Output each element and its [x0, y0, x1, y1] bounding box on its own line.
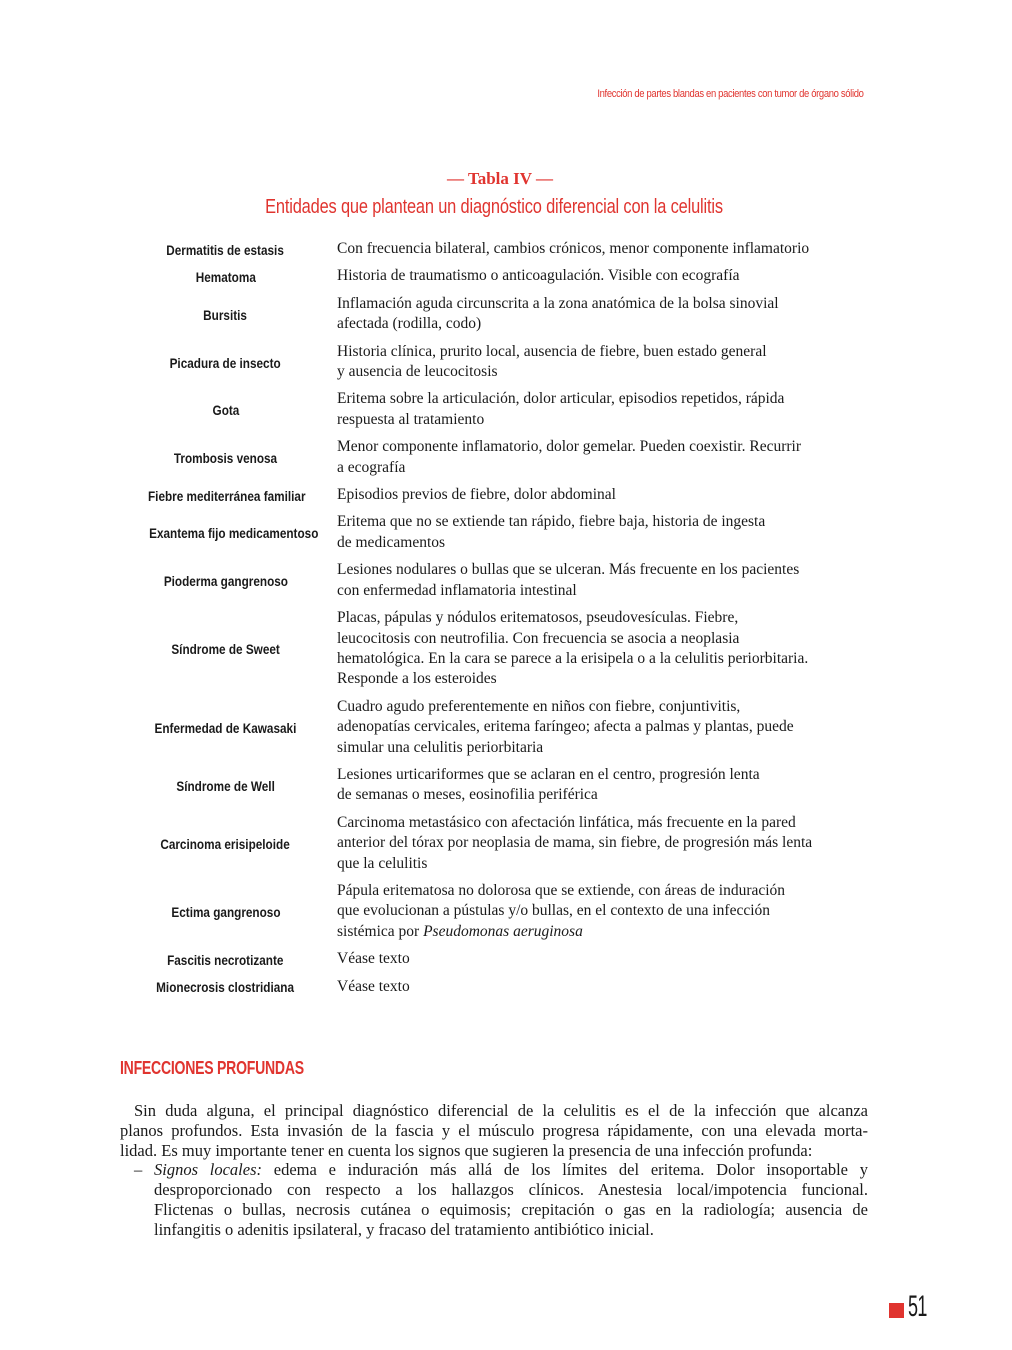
- table-row: [133, 291, 873, 339]
- entity-name: [133, 720, 318, 736]
- description-line: respuesta al tratamiento: [337, 410, 485, 428]
- bullet-label: Signos locales:: [154, 1160, 262, 1180]
- entity-description: [318, 434, 801, 482]
- bullet-first-line-text: edema e induración más allá de los límites del eritema. Dolor insoportable y: [262, 1160, 868, 1180]
- entity-description: [318, 694, 794, 762]
- description-line: Responde a los esteroides: [337, 670, 497, 688]
- description-line: Lesiones nodulares o bullas que se ulceran. Más frecuente en los pacientes: [337, 561, 800, 579]
- bullet-item: [120, 1160, 868, 1239]
- description-line: hematológica. En la cara se parece a la erisipela o a la celulitis periorbitaria.: [337, 649, 809, 667]
- entity-description: [318, 810, 812, 878]
- description-line: Menor componente inflamatorio, dolor gemelar. Pueden coexistir. Recurrir: [337, 438, 802, 456]
- table-row: [133, 946, 873, 973]
- running-header: Infección de partes blandas en pacientes con tumor de órgano sólido: [597, 88, 864, 100]
- description-line: Historia clínica, prurito local, ausencia de fiebre, buen estado general: [337, 342, 767, 360]
- entity-name: [133, 242, 318, 258]
- entity-label: Carcinoma erisipeloide: [160, 835, 291, 852]
- description-line: a ecografía: [337, 458, 406, 476]
- description-line: afectada (rodilla, codo): [337, 315, 482, 333]
- organism-name: Pseudomonas aeruginosa: [423, 922, 583, 940]
- table-row: [133, 386, 873, 434]
- entity-label: Síndrome de Sweet: [171, 641, 280, 658]
- description-line: con enfermedad inflamatoria intestinal: [337, 581, 577, 599]
- entity-label: Trombosis venosa: [173, 450, 278, 467]
- description-line: simular una celulitis periorbitaria: [337, 738, 544, 756]
- bullet-dash: –: [134, 1160, 143, 1180]
- bullet-line: linfangitis o adenitis ipsilateral, y fracaso del tratamiento antibiótico inicial.: [154, 1219, 654, 1239]
- description-line: Véase texto: [337, 977, 410, 995]
- differential-diagnosis-table: [133, 236, 873, 1001]
- paragraph-line: planos profundos. Esta invasión de la fascia y el músculo progresa rápidamente, con una elevada morta-: [120, 1120, 868, 1140]
- entity-name: [133, 355, 318, 371]
- description-line: de semanas o meses, eosinofilia periférica: [337, 786, 598, 804]
- entity-description: [318, 482, 616, 509]
- table-row: [133, 509, 873, 557]
- entity-label: Mionecrosis clostridiana: [156, 979, 295, 996]
- bullet-line: Flictenas o bullas, necrosis cutánea o equimosis; crepitación o gas en la radiología; ausencia de: [154, 1199, 868, 1219]
- entity-description: [318, 762, 760, 810]
- description-line: leucocitosis con neutrofilia. Con frecuencia se asocia a neoplasia: [337, 629, 740, 647]
- entity-name: [133, 269, 318, 285]
- description-line: Historia de traumatismo o anticoagulación. Visible con ecografía: [337, 267, 740, 285]
- entity-label: Fiebre mediterránea familiar: [148, 487, 306, 504]
- table-row: [133, 236, 873, 263]
- entity-label: Ectima gangrenoso: [170, 904, 281, 921]
- entity-description: [318, 557, 799, 605]
- entity-name: [133, 979, 318, 995]
- entity-description: [318, 509, 765, 557]
- entity-name: [133, 450, 318, 466]
- entity-name: [133, 836, 318, 852]
- description-line: adenopatías cervicales, eritema faríngeo; afecta a palmas y plantas, puede: [337, 718, 794, 736]
- table-row: [133, 762, 873, 810]
- entity-name: [133, 573, 318, 589]
- entity-name: [133, 641, 318, 657]
- table-row: [133, 605, 873, 694]
- entity-label: Síndrome de Well: [176, 777, 275, 794]
- entity-description: [318, 605, 808, 694]
- entity-label: Bursitis: [203, 306, 248, 323]
- table-row: [133, 482, 873, 509]
- table-row: [133, 434, 873, 482]
- entity-label: Enfermedad de Kawasaki: [154, 719, 297, 736]
- entity-description: [318, 386, 784, 434]
- entity-description: [318, 263, 740, 290]
- entity-label: Picadura de insecto: [169, 354, 282, 371]
- entity-label: Dermatitis de estasis: [166, 241, 285, 258]
- table-label: — Tabla IV —: [447, 169, 553, 188]
- description-line: que evolucionan a pústulas y/o bullas, en el contexto de una infección: [337, 902, 771, 920]
- table-row: [133, 263, 873, 290]
- entity-description: [318, 974, 410, 1001]
- description-line: Eritema que no se extiende tan rápido, fiebre baja, historia de ingesta: [337, 513, 766, 531]
- bullet-first-line: [154, 1160, 868, 1180]
- entity-label: Fascitis necrotizante: [167, 951, 284, 968]
- entity-description: [318, 236, 809, 263]
- entity-name: [133, 402, 318, 418]
- entity-label: Gota: [212, 402, 239, 419]
- table-row: [133, 694, 873, 762]
- table-title: Entidades que plantean un diagnóstico diferencial con la celulitis: [265, 196, 723, 218]
- description-line: Véase texto: [337, 950, 410, 968]
- page-marker-square: [889, 1303, 904, 1318]
- paragraph-line: Sin duda alguna, el principal diagnóstico diferencial de la celulitis es el de la infección que alcanza: [134, 1101, 868, 1120]
- entity-name: [133, 307, 318, 323]
- table-row: [133, 339, 873, 387]
- entity-name: [133, 525, 318, 541]
- bullet-line: desproporcionado con respecto a los hallazgos clínicos. Anestesia local/impotencia funcional.: [154, 1180, 868, 1200]
- entity-name: [133, 952, 318, 968]
- description-line: Carcinoma metastásico con afectación linfática, más frecuente en la pared: [337, 813, 796, 831]
- entity-label: Pioderma gangrenoso: [163, 573, 288, 590]
- table-row: [133, 810, 873, 878]
- entity-description: [318, 339, 767, 387]
- entity-label: Exantema fijo medicamentoso: [149, 525, 319, 542]
- description-line: anterior del tórax por neoplasia de mama, sin fiebre, de progresión más lenta: [337, 834, 813, 852]
- page-number: 51: [908, 1290, 927, 1323]
- table-row: [133, 557, 873, 605]
- entity-name: [133, 488, 318, 504]
- description-line: Pápula eritematosa no dolorosa que se extiende, con áreas de induración: [337, 881, 786, 899]
- description-prefix: sistémica por: [337, 922, 424, 940]
- paragraph-line: lidad. Es muy importante tener en cuenta los signos que sugieren la presencia de una infección profunda:: [120, 1140, 813, 1160]
- description-line: Placas, pápulas y nódulos eritematosos, pseudovesículas. Fiebre,: [337, 609, 739, 627]
- description-line: Eritema sobre la articulación, dolor articular, episodios repetidos, rápida: [337, 390, 785, 408]
- page-number-block: [889, 1290, 939, 1324]
- entity-description: [318, 878, 785, 946]
- description-line: Cuadro agudo preferentemente en niños con fiebre, conjuntivitis,: [337, 697, 741, 715]
- section-heading: INFECCIONES PROFUNDAS: [120, 1058, 304, 1078]
- entity-label: Hematoma: [195, 269, 256, 286]
- description-line: de medicamentos: [337, 533, 446, 551]
- body-text: [120, 1101, 868, 1240]
- description-line: [337, 922, 785, 942]
- table-row: [133, 974, 873, 1001]
- description-line: Inflamación aguda circunscrita a la zona anatómica de la bolsa sinovial: [337, 294, 779, 312]
- description-line: Con frecuencia bilateral, cambios crónicos, menor componente inflamatorio: [337, 240, 810, 257]
- entity-name: [133, 904, 318, 920]
- entity-description: [318, 946, 410, 973]
- description-line: que la celulitis: [337, 854, 428, 872]
- description-line: Episodios previos de fiebre, dolor abdominal: [337, 486, 616, 504]
- entity-description: [318, 291, 779, 339]
- table-row: [133, 878, 873, 946]
- entity-name: [133, 778, 318, 794]
- description-line: Lesiones urticariformes que se aclaran en el centro, progresión lenta: [337, 765, 760, 783]
- description-line: y ausencia de leucocitosis: [337, 363, 498, 381]
